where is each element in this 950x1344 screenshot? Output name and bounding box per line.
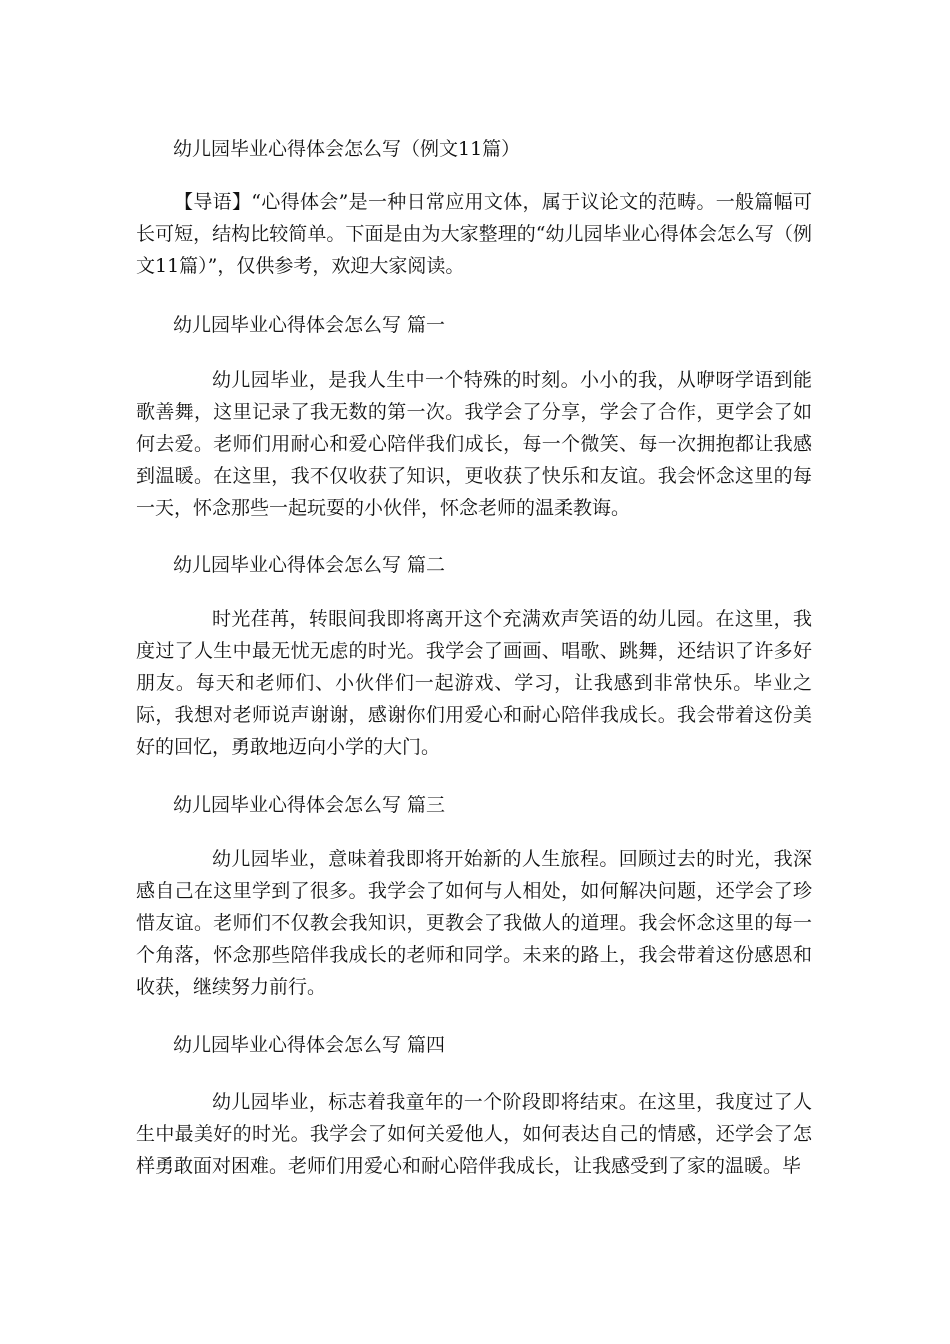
section-heading-1: 幼儿园毕业心得体会怎么写 篇一: [173, 314, 446, 336]
section-body-4: 幼儿园毕业，标志着我童年的一个阶段即将结束。在这里，我度过了人生中最美好的时光。我学会了如何关爱他人，如何表达自己的情感，还学会了怎样勇敢面对困难。老师们用爱心和耐心陪伴我成长，让我感受到了家的温暖。毕: [136, 1091, 812, 1177]
section-body-2: 时光荏苒，转眼间我即将离开这个充满欢声笑语的幼儿园。在这里，我度过了人生中最无忧无虑的时光。我学会了画画、唱歌、跳舞，还结识了许多好朋友。每天和老师们、小伙伴们一起游戏、学习，让我感到非常快乐。毕业之际，我想对老师说声谢谢，感谢你们用爱心和耐心陪伴我成长。我会带着这份美好的回忆，勇敢地迈向小学的大门。: [136, 608, 812, 758]
section-heading-3: 幼儿园毕业心得体会怎么写 篇三: [173, 794, 446, 816]
document-title: 幼儿园毕业心得体会怎么写（例文11篇）: [173, 138, 521, 160]
intro-paragraph: 【导语】“心得体会”是一种日常应用文体，属于议论文的范畴。一般篇幅可长可短，结构比较简单。下面是由为大家整理的“幼儿园毕业心得体会怎么写（例文11篇）”，仅供参考，欢迎大家阅读。: [136, 191, 812, 277]
section-heading-4: 幼儿园毕业心得体会怎么写 篇四: [173, 1034, 446, 1056]
section-body-1: 幼儿园毕业，是我人生中一个特殊的时刻。小小的我，从咿呀学语到能歌善舞，这里记录了我无数的第一次。我学会了分享，学会了合作，更学会了如何去爱。老师们用耐心和爱心陪伴我们成长，每一个微笑、每一次拥抱都让我感到温暖。在这里，我不仅收获了知识，更收获了快乐和友谊。我会怀念这里的每一天，怀念那些一起玩耍的小伙伴，怀念老师的温柔教诲。: [136, 369, 812, 519]
section-heading-2: 幼儿园毕业心得体会怎么写 篇二: [173, 554, 446, 576]
section-body-3: 幼儿园毕业，意味着我即将开始新的人生旅程。回顾过去的时光，我深感自己在这里学到了很多。我学会了如何与人相处，如何解决问题，还学会了珍惜友谊。老师们不仅教会我知识，更教会了我做人的道理。我会怀念这里的每一个角落，怀念那些陪伴我成长的老师和同学。未来的路上，我会带着这份感恩和收获，继续努力前行。: [136, 848, 812, 998]
